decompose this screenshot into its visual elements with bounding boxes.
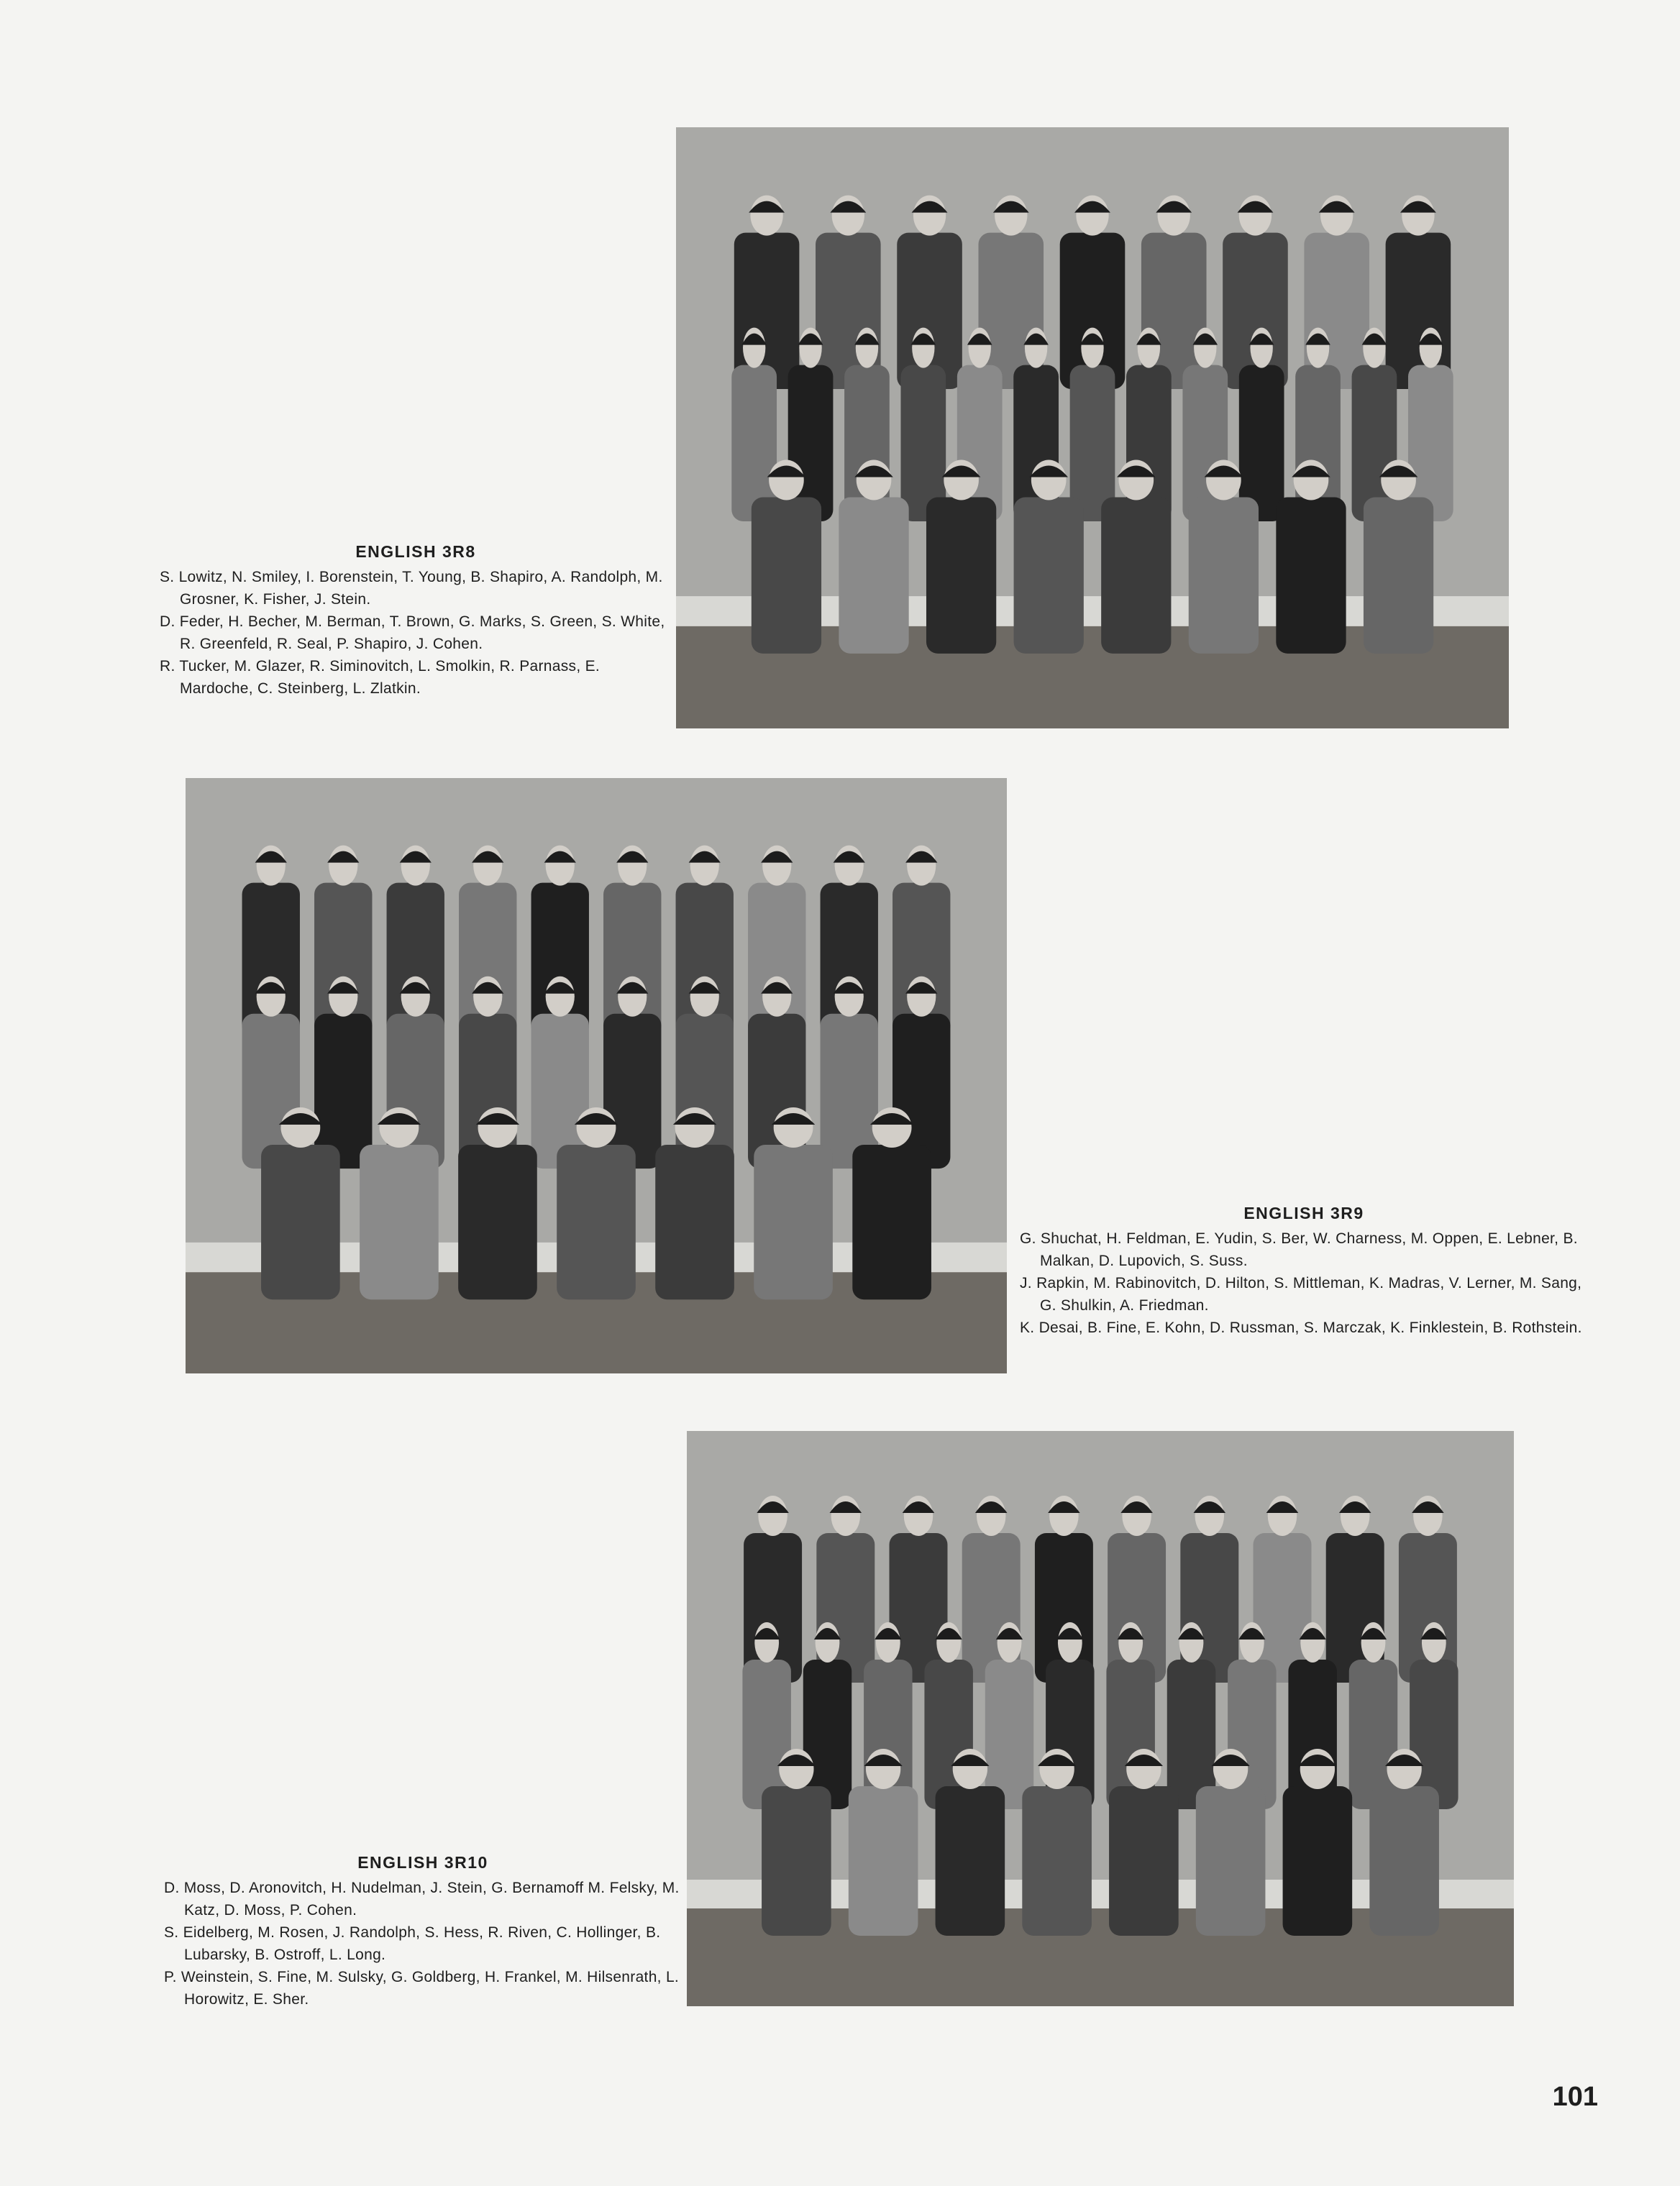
caption-row: P. Weinstein, S. Fine, M. Sulsky, G. Goldberg, H. Frankel, M. Hilsenrath, L. Horowitz, E. Sher. [164, 1969, 680, 2008]
caption-row: D. Moss, D. Aronovitch, H. Nudelman, J. Stein, G. Bernamoff M. Felsky, M. Katz, D. Moss, P. Cohen. [164, 1880, 680, 1919]
caption-row: K. Desai, B. Fine, E. Kohn, D. Russman, S. Marczak, K. Finklestein, B. Rothstein. [1020, 1320, 1582, 1336]
caption-title: ENGLISH 3R9 [1243, 1204, 1364, 1222]
caption-row: S. Eidelberg, M. Rosen, J. Randolph, S. Hess, R. Riven, C. Hollinger, B. Lubarsky, B. Ostroff, L. Long. [164, 1924, 661, 1963]
caption-row: J. Rapkin, M. Rabinovitch, D. Hilton, S. Mittleman, K. Madras, V. Lerner, M. Sang, G. Shulkin, A. Friedman. [1020, 1275, 1582, 1314]
caption-row: G. Shuchat, H. Feldman, E. Yudin, S. Ber, W. Charness, M. Oppen, E. Lebner, B. Malkan, D. Lupovich, S. Suss. [1020, 1230, 1578, 1269]
caption-3r8 [160, 541, 672, 700]
page-number: 101 [1552, 2082, 1598, 2112]
caption-3r10 [164, 1852, 682, 2011]
class-photo-3r8-image [676, 127, 1509, 728]
caption-row: D. Feder, H. Becher, M. Berman, T. Brown, G. Marks, S. Green, S. White, R. Greenfeld, R. Seal, P. Shapiro, J. Cohen. [160, 613, 665, 652]
caption-row: R. Tucker, M. Glazer, R. Siminovitch, L. Smolkin, R. Parnass, E. Mardoche, C. Steinberg, L. Zlatkin. [160, 658, 601, 697]
class-photo-3r10 [687, 1431, 1514, 2006]
class-photo-3r9-image [186, 778, 1007, 1373]
caption-3r9 [1020, 1202, 1588, 1339]
class-photo-3r9 [186, 778, 1007, 1373]
caption-title: ENGLISH 3R8 [355, 542, 476, 561]
class-photo-3r10-image [687, 1431, 1514, 2006]
caption-row: S. Lowitz, N. Smiley, I. Borenstein, T. Young, B. Shapiro, A. Randolph, M. Grosner, K. Fisher, J. Stein. [160, 569, 663, 608]
caption-title: ENGLISH 3R10 [357, 1853, 488, 1872]
class-photo-3r8 [676, 127, 1509, 728]
